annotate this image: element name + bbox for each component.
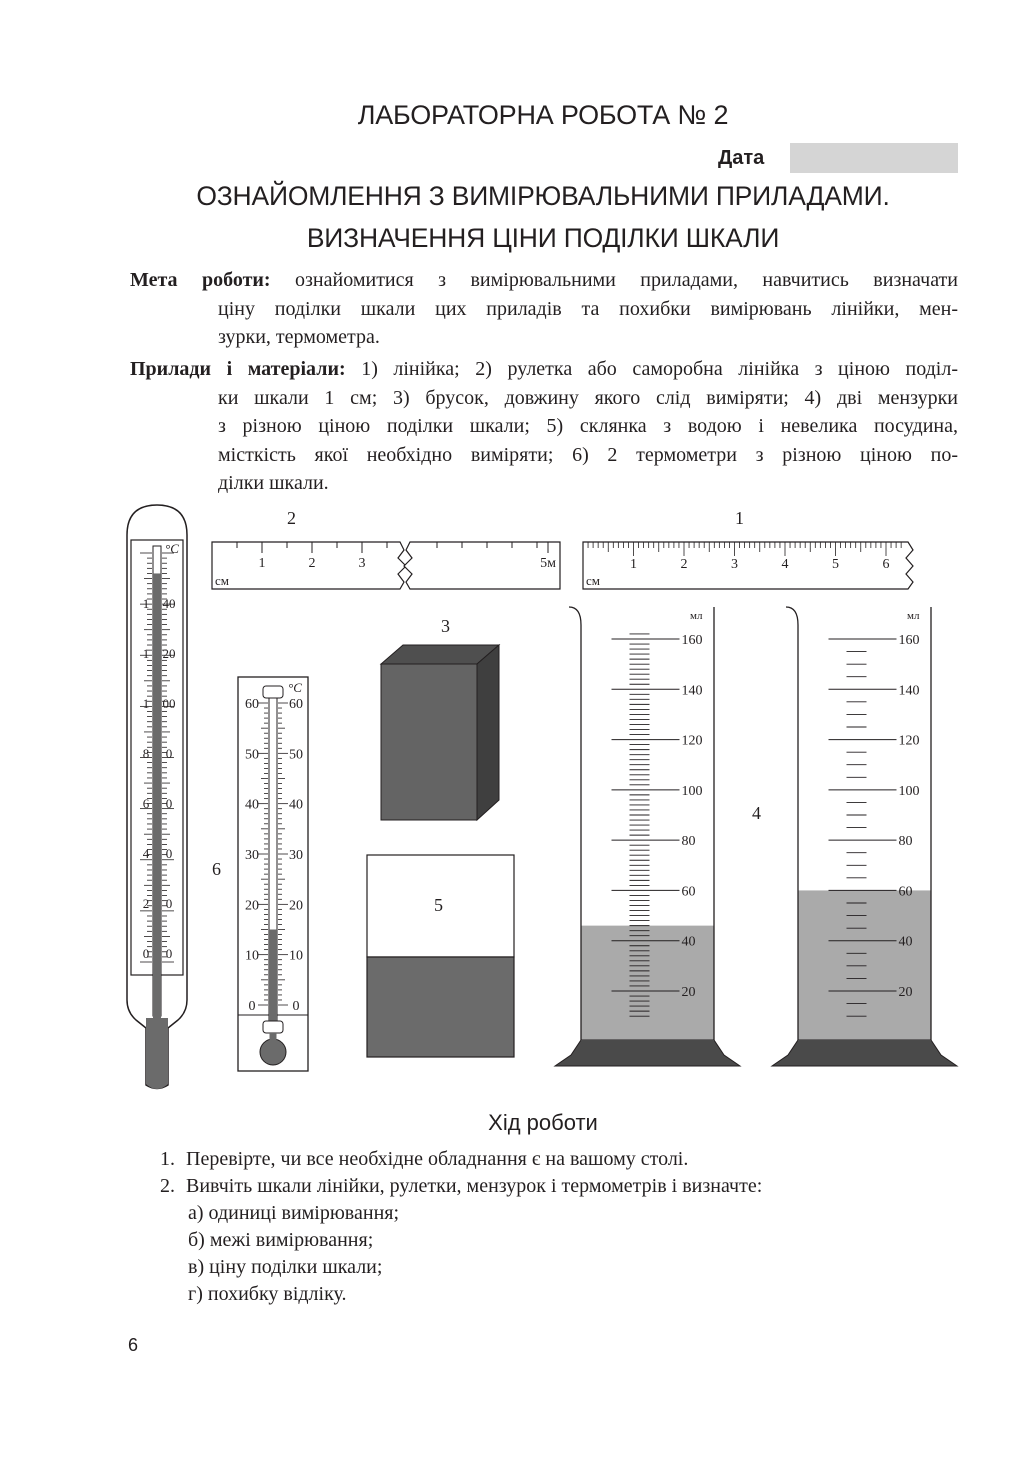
label-block: 3	[441, 616, 450, 636]
big-thermometer-label: 4	[142, 846, 150, 861]
big-thermometer-label: 6	[142, 796, 150, 811]
cylinder-liquid	[798, 890, 931, 1040]
purpose-label: Мета роботи:	[130, 269, 271, 291]
date-field[interactable]	[790, 143, 958, 173]
small-thermometer-label: 0	[248, 999, 256, 1014]
small-thermometer-label: 20	[289, 898, 303, 914]
small-thermometer-label: 30	[289, 848, 303, 863]
materials-line-4: місткість якої необхідно виміряти; 6) 2 термометри з різною ціною по-	[218, 443, 958, 466]
cylinder-label: 20	[681, 985, 696, 1000]
cylinder-unit: мл	[690, 610, 703, 622]
step-2-item-b: б) межі вимірювання;	[188, 1229, 374, 1251]
purpose-line-1: ознайомитися з вимірювальними приладами, навчитись визначати	[295, 269, 958, 291]
big-thermometer-label: 0	[165, 746, 173, 761]
step-2-text: Вивчіть шкали лінійки, рулетки, мензурок і термометрів і визначте:	[186, 1175, 763, 1197]
measuring-cylinder-coarse	[772, 607, 957, 1066]
purpose-paragraph	[130, 266, 958, 352]
materials-label: Прилади і матеріали:	[130, 358, 346, 380]
step-1	[160, 1146, 688, 1173]
small-thermometer	[238, 677, 308, 1071]
materials-line-5: ділки шкали.	[218, 472, 329, 494]
ruler-tick-label: 1	[630, 557, 637, 572]
small-thermometer-label: 50	[245, 747, 259, 763]
ruler-unit: см	[586, 573, 600, 588]
ruler-tick-label: 6	[882, 557, 890, 572]
step-2-item-a: а) одиниці вимірювання;	[188, 1202, 400, 1224]
small-thermometer-label: 40	[289, 797, 303, 813]
small-thermometer-label: 50	[289, 747, 303, 763]
cylinder-label: 40	[681, 934, 696, 950]
big-thermometer-label: 0	[165, 796, 173, 811]
step-2-number: 2.	[160, 1175, 175, 1197]
big-thermometer-label: 0	[165, 946, 173, 961]
cylinder-label: 20	[898, 985, 913, 1000]
small-thermometer-label: 10	[245, 948, 259, 964]
big-thermometer-column	[153, 573, 161, 1020]
measuring-cylinder-fine	[555, 607, 740, 1066]
label-cylinders: 4	[752, 803, 761, 823]
tape-tick-label: 2	[308, 556, 316, 571]
cylinder-label: 160	[898, 633, 920, 648]
big-thermometer-label: 0	[165, 846, 173, 861]
small-thermometer-unit: °C	[288, 680, 302, 695]
big-thermometer-label: 1	[142, 696, 150, 711]
cylinder-label: 80	[681, 834, 696, 850]
tape-tick-label: 1	[258, 556, 266, 571]
big-thermometer-label: 00	[162, 696, 176, 711]
big-thermometer-label: 1	[142, 596, 150, 611]
cylinder-label: 120	[681, 733, 703, 749]
materials-line-3: з різною ціною поділки шкали; 5) склянка з водою і невелика посудина,	[218, 415, 958, 437]
tape-tick-label: 5м	[540, 556, 556, 571]
small-thermometer-label: 20	[245, 898, 259, 914]
cylinder-label: 140	[681, 683, 703, 699]
cylinder-unit: мл	[907, 610, 920, 622]
step-2-item-c: в) ціну поділки шкали;	[188, 1256, 383, 1278]
big-thermometer-label: 2	[142, 896, 150, 911]
ruler-tick-label: 4	[781, 557, 789, 572]
page-number: 6	[128, 1335, 139, 1355]
ruler-tick-label: 2	[680, 557, 688, 572]
small-thermometer-label: 40	[245, 797, 259, 813]
big-thermometer-label: 1	[142, 646, 150, 661]
wooden-block	[381, 616, 499, 820]
big-thermometer-label: 0	[165, 896, 173, 911]
subtitle-line-1: ОЗНАЙОМЛЕННЯ З ВИМІРЮВАЛЬНИМИ ПРИЛАДАМИ.	[196, 181, 890, 211]
tape-tick-label: 3	[358, 556, 366, 571]
big-thermometer-label: 20	[162, 646, 176, 661]
cylinder-label: 120	[898, 733, 920, 749]
label-glass: 5	[434, 895, 443, 915]
big-thermometer-unit: °C	[165, 541, 179, 556]
step-1-text: Перевірте, чи все необхідне обладнання є на вашому столі.	[186, 1148, 689, 1170]
purpose-line-2: ціну поділки шкали цих приладів та похибки вимірювань лінійки, мен-	[218, 297, 958, 320]
cylinder-label: 140	[898, 683, 920, 699]
tape-measure	[212, 508, 560, 589]
small-thermometer-column	[269, 930, 277, 1024]
subtitle-line-2: ВИЗНАЧЕННЯ ЦІНИ ПОДІЛКИ ШКАЛИ	[306, 223, 780, 253]
cylinder-label: 160	[681, 633, 703, 648]
cylinder-label: 100	[681, 783, 703, 799]
ruler	[583, 508, 913, 589]
step-2-item-d: г) похибку відліку.	[188, 1283, 347, 1305]
materials-line-2: ки шкали 1 см; 3) брусок, довжину якого слід виміряти; 4) дві мензурки	[218, 386, 958, 409]
big-thermometer-label: 0	[142, 946, 150, 961]
cylinder-label: 80	[898, 834, 913, 850]
small-thermometer-label: 10	[289, 948, 303, 964]
small-thermometer-label: 30	[245, 848, 259, 863]
big-thermometer-label: 8	[142, 746, 150, 761]
small-thermometer-label: 0	[292, 999, 300, 1014]
cylinder-label: 100	[898, 783, 920, 799]
label-thermometers: 6	[212, 859, 221, 879]
label-tape: 2	[287, 508, 296, 528]
ruler-tick-label: 3	[731, 557, 738, 572]
glass-with-water	[367, 855, 514, 1057]
small-thermometer-label: 60	[289, 697, 303, 712]
step-2	[160, 1173, 762, 1200]
ruler-tick-label: 5	[832, 557, 839, 572]
cylinder-label: 60	[898, 884, 913, 900]
small-thermometer-label: 60	[245, 697, 259, 712]
purpose-line-3: зурки, термометра.	[218, 326, 380, 348]
step-1-number: 1.	[160, 1148, 175, 1170]
cylinder-label: 40	[898, 934, 913, 950]
instruments-figure	[0, 500, 1034, 1100]
lab-title: ЛАБОРАТОРНА РОБОТА № 2	[357, 100, 729, 130]
cylinder-label: 60	[681, 884, 696, 900]
materials-paragraph	[130, 355, 958, 498]
progress-title: Хід роботи	[488, 1110, 598, 1135]
cylinder-base-top	[581, 1040, 714, 1048]
date-label: Дата	[718, 147, 765, 169]
materials-line-1: 1) лінійка; 2) рулетка або саморобна лінійка з ціною поділ-	[361, 358, 958, 380]
label-ruler: 1	[735, 508, 744, 528]
cylinder-base-top	[798, 1040, 931, 1048]
tape-unit: см	[215, 573, 229, 588]
big-thermometer-label: 40	[162, 596, 176, 611]
big-thermometer	[127, 505, 187, 1089]
